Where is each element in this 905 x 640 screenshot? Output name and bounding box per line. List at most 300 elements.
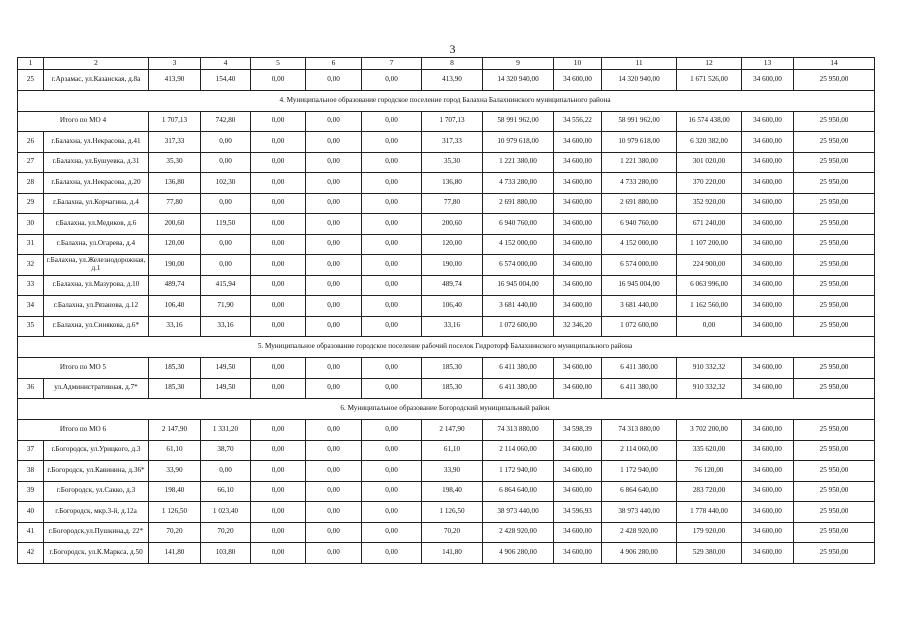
table-cell: 34: [18, 296, 44, 317]
table-cell: 10 979 618,00: [602, 132, 677, 153]
table-cell: 0,00: [251, 502, 306, 523]
table-cell: 27: [18, 152, 44, 173]
table-cell: 0,00: [306, 173, 362, 194]
table-row: [18, 296, 875, 317]
table-cell: 25 950,00: [794, 234, 875, 255]
table-cell: 34 600,00: [554, 378, 602, 399]
table-cell: 415,94: [201, 275, 251, 296]
table-cell: 119,50: [201, 214, 251, 235]
table-row: [18, 358, 875, 379]
table-row: [18, 70, 875, 91]
table-cell: 200,60: [149, 214, 201, 235]
table-cell: 0,00: [362, 440, 422, 461]
table-cell: 0,00: [362, 234, 422, 255]
table-cell: 2 114 060,00: [602, 440, 677, 461]
table-cell: 6 411 380,00: [483, 358, 554, 379]
table-cell: 1 126,50: [422, 502, 483, 523]
table-cell: 29: [18, 193, 44, 214]
table-cell: 0,00: [362, 378, 422, 399]
table-cell: 0,00: [251, 420, 306, 441]
table-cell: 742,80: [201, 111, 251, 132]
table-cell: 28: [18, 173, 44, 194]
table-cell: 136,80: [149, 173, 201, 194]
table-cell: 25: [18, 70, 44, 91]
table-cell: 34 600,00: [742, 296, 794, 317]
address-cell: г.Балахна, ул.Рязанова, д.12: [44, 296, 149, 317]
table-cell: 0,00: [362, 193, 422, 214]
table-cell: 0,00: [251, 152, 306, 173]
table-cell: 0,00: [306, 358, 362, 379]
table-cell: 61,10: [149, 440, 201, 461]
table-cell: 66,10: [201, 481, 251, 502]
table-cell: 0,00: [306, 316, 362, 337]
table-cell: 1 072 600,00: [602, 316, 677, 337]
table-row: [18, 275, 875, 296]
table-cell: 0,00: [362, 296, 422, 317]
table-cell: 42: [18, 543, 44, 564]
table-cell: 0,00: [201, 132, 251, 153]
column-header: 6: [306, 58, 362, 70]
table-cell: 910 332,32: [677, 378, 742, 399]
address-cell: г.Арзамас, ул.Казанская, д.8а: [44, 70, 149, 91]
table-cell: 0,00: [306, 132, 362, 153]
table-cell: 0,00: [201, 193, 251, 214]
address-cell: г.Балахна, ул.Синякова, д.6*: [44, 316, 149, 337]
table-cell: 0,00: [251, 440, 306, 461]
table-cell: 0,00: [306, 70, 362, 91]
table-cell: 301 020,00: [677, 152, 742, 173]
table-cell: 25 950,00: [794, 173, 875, 194]
address-cell: г.Богородск, ул.Сакко, д.3: [44, 481, 149, 502]
table-cell: 34 556,22: [554, 111, 602, 132]
table-cell: 71,90: [201, 296, 251, 317]
table-cell: 0,00: [201, 152, 251, 173]
table-cell: 77,80: [422, 193, 483, 214]
table-cell: 25 950,00: [794, 378, 875, 399]
table-cell: 34 600,00: [742, 316, 794, 337]
table-cell: 6 574 000,00: [483, 255, 554, 276]
table-cell: 0,00: [306, 420, 362, 441]
housing-table: [17, 57, 875, 564]
table-cell: 34 600,00: [554, 132, 602, 153]
table-cell: 0,00: [251, 234, 306, 255]
table-cell: 34 600,00: [742, 358, 794, 379]
section-row: [18, 337, 875, 358]
table-cell: 0,00: [201, 234, 251, 255]
table-cell: 190,00: [149, 255, 201, 276]
table-row: [18, 481, 875, 502]
table-cell: 0,00: [251, 132, 306, 153]
table-cell: 0,00: [251, 358, 306, 379]
table-cell: 41: [18, 522, 44, 543]
table-cell: 25 950,00: [794, 193, 875, 214]
table-cell: 0,00: [362, 70, 422, 91]
table-cell: 0,00: [306, 193, 362, 214]
column-header: 14: [794, 58, 875, 70]
table-cell: 6 320 382,00: [677, 132, 742, 153]
table-cell: 34 600,00: [554, 234, 602, 255]
table-cell: 38 973 440,00: [483, 502, 554, 523]
table-cell: 283 720,00: [677, 481, 742, 502]
table-cell: 0,00: [362, 152, 422, 173]
table-cell: 136,80: [422, 173, 483, 194]
table-cell: 33: [18, 275, 44, 296]
table-cell: 34 600,00: [554, 275, 602, 296]
table-cell: 33,90: [149, 461, 201, 482]
column-header: 4: [201, 58, 251, 70]
table-cell: 0,00: [251, 378, 306, 399]
table-row: [18, 420, 875, 441]
table-cell: 38: [18, 461, 44, 482]
table-cell: 413,90: [422, 70, 483, 91]
table-cell: 35: [18, 316, 44, 337]
table-cell: 4 152 000,00: [483, 234, 554, 255]
table-cell: 34 600,00: [742, 522, 794, 543]
table-cell: 61,10: [422, 440, 483, 461]
address-cell: г.Балахна, ул.Некрасова, д.20: [44, 173, 149, 194]
table-cell: 0,00: [306, 543, 362, 564]
table-cell: 0,00: [251, 193, 306, 214]
table-cell: 0,00: [362, 461, 422, 482]
table-cell: 25 950,00: [794, 111, 875, 132]
table-cell: 6 411 380,00: [483, 378, 554, 399]
table-cell: 2 147,90: [149, 420, 201, 441]
table-cell: 25 950,00: [794, 132, 875, 153]
table-cell: 25 950,00: [794, 358, 875, 379]
table-cell: 34 600,00: [554, 543, 602, 564]
table-cell: 25 950,00: [794, 461, 875, 482]
table-cell: 37: [18, 440, 44, 461]
table-cell: 1 072 600,00: [483, 316, 554, 337]
table-cell: 0,00: [362, 132, 422, 153]
table-cell: 190,00: [422, 255, 483, 276]
table-cell: 1 162 560,00: [677, 296, 742, 317]
total-label: Итого по МО 6: [18, 420, 149, 441]
table-cell: 0,00: [251, 111, 306, 132]
section-title: 4. Муниципальное образование городское поселение город Балахна Балахнинского муниципального района: [18, 90, 875, 111]
table-cell: 34 600,00: [742, 152, 794, 173]
table-cell: 34 600,00: [554, 255, 602, 276]
table-cell: 0,00: [362, 502, 422, 523]
table-cell: 106,40: [149, 296, 201, 317]
column-header: 9: [483, 58, 554, 70]
table-cell: 25 950,00: [794, 502, 875, 523]
table-cell: 6 864 640,00: [483, 481, 554, 502]
table-cell: 3 681 440,00: [483, 296, 554, 317]
table-cell: 0,00: [362, 275, 422, 296]
table-cell: 141,80: [149, 543, 201, 564]
table-cell: 0,00: [251, 255, 306, 276]
table-cell: 33,16: [422, 316, 483, 337]
table-cell: 34 600,00: [554, 173, 602, 194]
page-number: 3: [449, 42, 456, 56]
table-cell: 34 600,00: [742, 173, 794, 194]
table-cell: 76 120,00: [677, 461, 742, 482]
table-cell: 34 600,00: [554, 358, 602, 379]
table-cell: 1 172 940,00: [483, 461, 554, 482]
table-cell: 910 332,32: [677, 358, 742, 379]
table-cell: 70,20: [422, 522, 483, 543]
table-cell: 34 600,00: [742, 111, 794, 132]
table-cell: 25 950,00: [794, 316, 875, 337]
table-cell: 335 620,00: [677, 440, 742, 461]
table-cell: 25 950,00: [794, 420, 875, 441]
table-row: [18, 111, 875, 132]
table-cell: 0,00: [362, 522, 422, 543]
table-body: [18, 58, 875, 564]
table-cell: 185,30: [149, 358, 201, 379]
table-cell: 34 598,39: [554, 420, 602, 441]
section-title: 5. Муниципальное образование городское поселение рабочий поселок Гидроторф Балахнинского муниципального района: [18, 337, 875, 358]
address-cell: г.Богородск, мкр.3-й, д.12а: [44, 502, 149, 523]
table-cell: 0,00: [251, 296, 306, 317]
table-cell: 30: [18, 214, 44, 235]
header-row: [18, 58, 875, 70]
table-cell: 34 600,00: [554, 481, 602, 502]
table-cell: 0,00: [306, 461, 362, 482]
address-cell: г.Богородск,ул.Пушкина,д. 22*: [44, 522, 149, 543]
table-cell: 25 950,00: [794, 440, 875, 461]
table-cell: 39: [18, 481, 44, 502]
table-cell: 0,00: [306, 214, 362, 235]
table-cell: 2 428 920,00: [602, 522, 677, 543]
table-cell: 4 906 280,00: [602, 543, 677, 564]
table-cell: 317,33: [149, 132, 201, 153]
table-row: [18, 214, 875, 235]
table-cell: 185,30: [149, 378, 201, 399]
table-cell: 0,00: [306, 234, 362, 255]
table-cell: 58 991 962,00: [602, 111, 677, 132]
table-cell: 0,00: [251, 543, 306, 564]
table-cell: 0,00: [306, 296, 362, 317]
table-cell: 1 172 940,00: [602, 461, 677, 482]
column-header: 10: [554, 58, 602, 70]
table-row: [18, 316, 875, 337]
table-cell: 200,60: [422, 214, 483, 235]
column-header: 7: [362, 58, 422, 70]
table-cell: 77,80: [149, 193, 201, 214]
table-cell: 74 313 880,00: [483, 420, 554, 441]
table-cell: 149,50: [201, 358, 251, 379]
table-cell: 0,00: [362, 214, 422, 235]
table-cell: 0,00: [251, 70, 306, 91]
table-cell: 31: [18, 234, 44, 255]
table-cell: 141,80: [422, 543, 483, 564]
address-cell: г.Балахна, ул.Огарева, д.4: [44, 234, 149, 255]
table-cell: 0,00: [251, 173, 306, 194]
column-header: 12: [677, 58, 742, 70]
table-cell: 34 600,00: [742, 193, 794, 214]
table-cell: 6 940 760,00: [602, 214, 677, 235]
table-cell: 25 950,00: [794, 481, 875, 502]
table-cell: 0,00: [251, 214, 306, 235]
section-row: [18, 399, 875, 420]
table-cell: 25 950,00: [794, 522, 875, 543]
table-cell: 0,00: [251, 316, 306, 337]
table-cell: 4 152 000,00: [602, 234, 677, 255]
table-cell: 1 331,20: [201, 420, 251, 441]
section-title: 6. Муниципальное образование Богородский муниципальный район: [18, 399, 875, 420]
table-cell: 1 107 200,00: [677, 234, 742, 255]
table-cell: 6 063 996,00: [677, 275, 742, 296]
address-cell: г.Балахна, ул.Корчагина, д.4: [44, 193, 149, 214]
table-cell: 6 940 760,00: [483, 214, 554, 235]
table-cell: 671 240,00: [677, 214, 742, 235]
table-cell: 25 950,00: [794, 214, 875, 235]
table-cell: 0,00: [306, 111, 362, 132]
address-cell: г.Балахна, ул.Бушуевка, д.31: [44, 152, 149, 173]
table-cell: 34 600,00: [742, 255, 794, 276]
total-label: Итого по МО 5: [18, 358, 149, 379]
table-cell: 34 600,00: [554, 296, 602, 317]
column-header: 11: [602, 58, 677, 70]
address-cell: г.Богородск, ул.К.Маркса, д.50: [44, 543, 149, 564]
table-cell: 70,20: [201, 522, 251, 543]
table-row: [18, 440, 875, 461]
table-cell: 185,30: [422, 358, 483, 379]
table-cell: 40: [18, 502, 44, 523]
table-cell: 34 600,00: [742, 420, 794, 441]
table-cell: 25 950,00: [794, 275, 875, 296]
table-cell: 0,00: [362, 173, 422, 194]
table-cell: 0,00: [306, 275, 362, 296]
table-cell: 34 600,00: [554, 461, 602, 482]
table-cell: 1 707,13: [149, 111, 201, 132]
table-cell: 25 950,00: [794, 255, 875, 276]
table-cell: 26: [18, 132, 44, 153]
table-row: [18, 461, 875, 482]
table-cell: 14 320 940,00: [483, 70, 554, 91]
table-cell: 1 707,13: [422, 111, 483, 132]
table-cell: 25 950,00: [794, 70, 875, 91]
table-cell: 120,00: [422, 234, 483, 255]
table-cell: 34 600,00: [742, 132, 794, 153]
table-cell: 0,00: [362, 543, 422, 564]
table-row: [18, 132, 875, 153]
table-cell: 0,00: [306, 152, 362, 173]
address-cell: г.Балахна, ул.Мазурова, д.10: [44, 275, 149, 296]
table-cell: 0,00: [362, 111, 422, 132]
table-cell: 317,33: [422, 132, 483, 153]
address-cell: г.Богородск, ул.Кавинина, д.36*: [44, 461, 149, 482]
table-cell: 0,00: [251, 481, 306, 502]
column-header: 3: [149, 58, 201, 70]
table-cell: 149,50: [201, 378, 251, 399]
table-cell: 4 733 280,00: [483, 173, 554, 194]
table-cell: 34 600,00: [554, 440, 602, 461]
table-cell: 0,00: [201, 255, 251, 276]
table-cell: 489,74: [149, 275, 201, 296]
table-cell: 0,00: [306, 440, 362, 461]
table-cell: 154,40: [201, 70, 251, 91]
table-cell: 185,30: [422, 378, 483, 399]
table-cell: 34 600,00: [742, 70, 794, 91]
table-cell: 34 600,00: [742, 461, 794, 482]
table-cell: 2 147,90: [422, 420, 483, 441]
table-cell: 224 900,00: [677, 255, 742, 276]
table-cell: 34 600,00: [742, 234, 794, 255]
table-cell: 70,20: [149, 522, 201, 543]
column-header: 8: [422, 58, 483, 70]
table-cell: 32: [18, 255, 44, 276]
table-cell: 34 600,00: [742, 481, 794, 502]
table-row: [18, 234, 875, 255]
address-cell: ул.Административная, д.7*: [44, 378, 149, 399]
table-cell: 4 733 280,00: [602, 173, 677, 194]
table-cell: 0,00: [306, 378, 362, 399]
table-cell: 0,00: [362, 358, 422, 379]
table-cell: 33,16: [201, 316, 251, 337]
table-row: [18, 173, 875, 194]
table-cell: 106,40: [422, 296, 483, 317]
table-row: [18, 543, 875, 564]
table-cell: 38 973 440,00: [602, 502, 677, 523]
column-header: 2: [44, 58, 149, 70]
table-cell: 0,00: [362, 316, 422, 337]
table-cell: 179 920,00: [677, 522, 742, 543]
table-cell: 6 574 000,00: [602, 255, 677, 276]
table-cell: 0,00: [677, 316, 742, 337]
table-cell: 58 991 962,00: [483, 111, 554, 132]
table-cell: 34 600,00: [554, 522, 602, 543]
table-cell: 2 691 880,00: [602, 193, 677, 214]
table-row: [18, 193, 875, 214]
table-cell: 489,74: [422, 275, 483, 296]
table-cell: 35,30: [422, 152, 483, 173]
table-cell: 25 950,00: [794, 152, 875, 173]
table-cell: 34 600,00: [742, 543, 794, 564]
table-cell: 0,00: [362, 255, 422, 276]
table-cell: 3 681 440,00: [602, 296, 677, 317]
table-cell: 34 600,00: [554, 214, 602, 235]
table-cell: 6 411 380,00: [602, 378, 677, 399]
table-cell: 370 220,00: [677, 173, 742, 194]
table-cell: 1 221 380,00: [483, 152, 554, 173]
table-cell: 36: [18, 378, 44, 399]
table-cell: 34 596,93: [554, 502, 602, 523]
table-cell: 16 945 004,00: [483, 275, 554, 296]
table-cell: 198,40: [149, 481, 201, 502]
section-row: [18, 90, 875, 111]
table-cell: 34 600,00: [554, 152, 602, 173]
table-cell: 0,00: [306, 255, 362, 276]
table-cell: 33,90: [422, 461, 483, 482]
table-cell: 0,00: [251, 522, 306, 543]
column-header: 1: [18, 58, 44, 70]
address-cell: г.Балахна, ул.Железнодорожная, д.1: [44, 255, 149, 276]
table-cell: 3 702 200,00: [677, 420, 742, 441]
table-cell: 16 945 004,00: [602, 275, 677, 296]
table-row: [18, 255, 875, 276]
address-cell: г.Балахна, ул.Некрасова, д.41: [44, 132, 149, 153]
table-cell: 33,16: [149, 316, 201, 337]
table-cell: 14 320 940,00: [602, 70, 677, 91]
table-cell: 35,30: [149, 152, 201, 173]
table-cell: 2 691 880,00: [483, 193, 554, 214]
table-cell: 0,00: [306, 522, 362, 543]
table-cell: 198,40: [422, 481, 483, 502]
table-cell: 1 221 380,00: [602, 152, 677, 173]
table-cell: 25 950,00: [794, 543, 875, 564]
table-cell: 0,00: [251, 461, 306, 482]
table-cell: 529 380,00: [677, 543, 742, 564]
table-row: [18, 152, 875, 173]
table-cell: 34 600,00: [742, 214, 794, 235]
table-cell: 0,00: [201, 461, 251, 482]
table-cell: 1 778 440,00: [677, 502, 742, 523]
table-cell: 16 574 438,00: [677, 111, 742, 132]
table-row: [18, 522, 875, 543]
